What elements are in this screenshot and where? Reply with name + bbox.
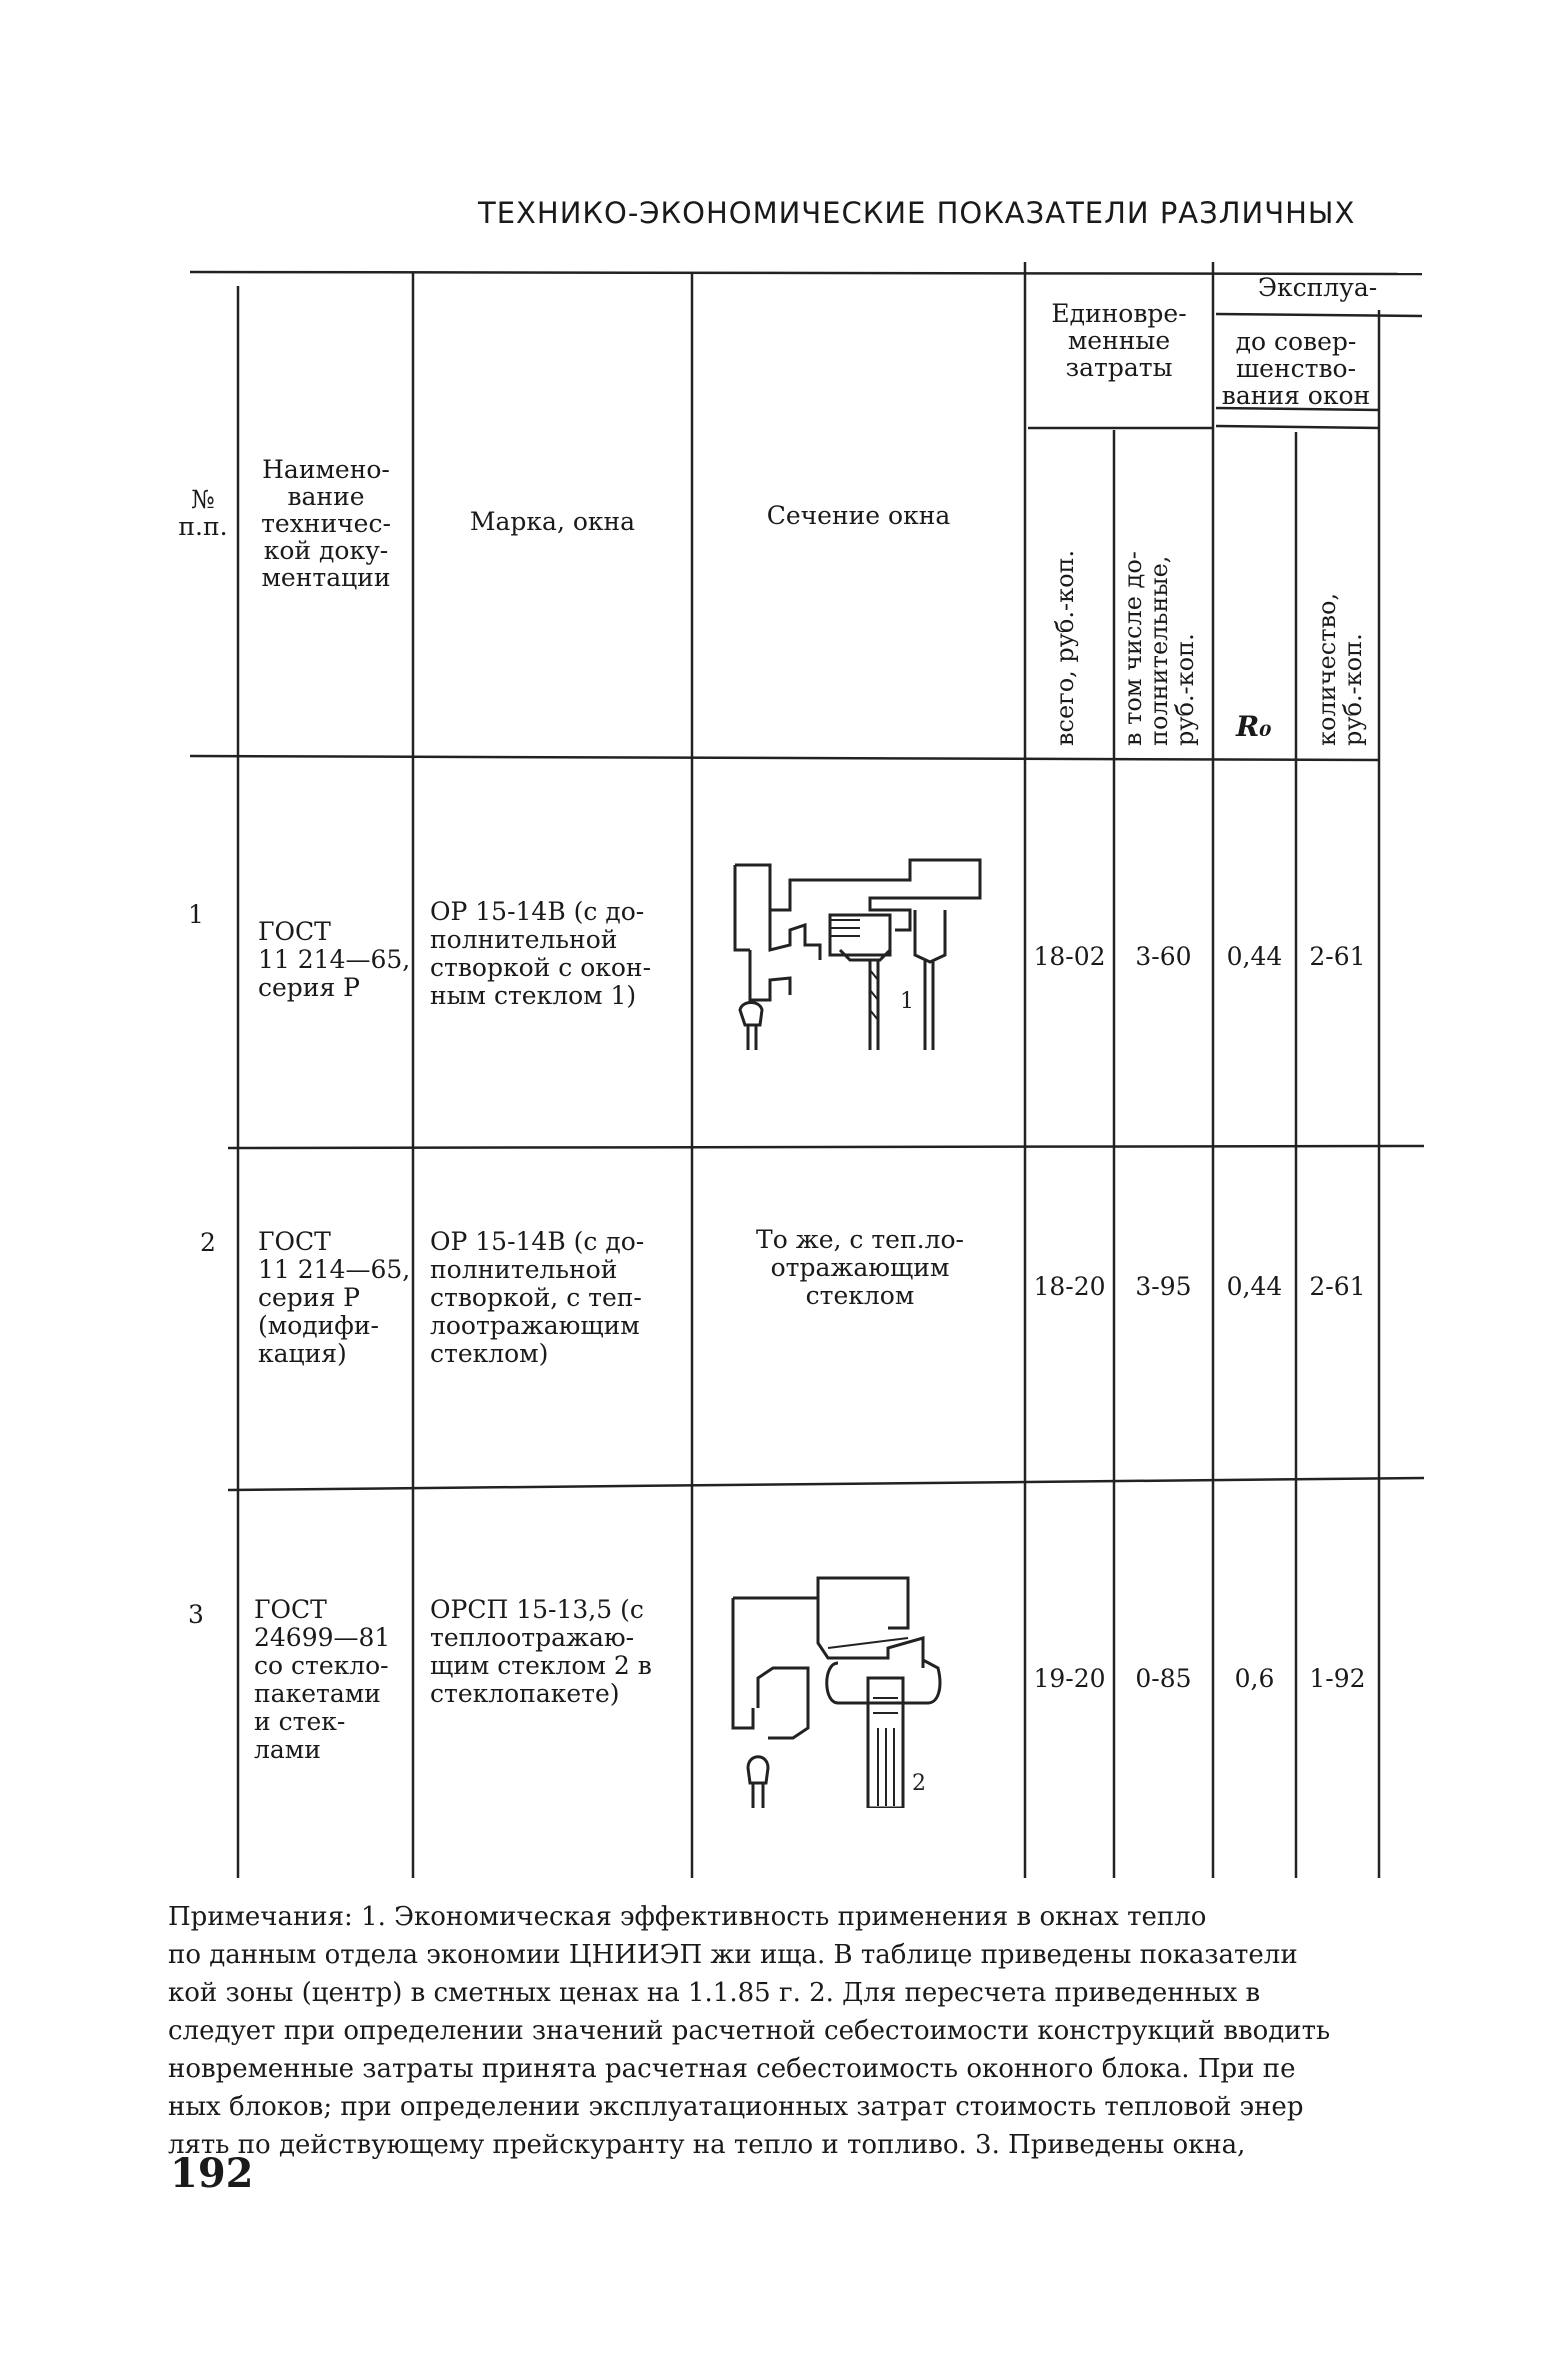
header-r0: R₀ bbox=[1236, 710, 1272, 743]
row2-doc: ГОСТ 11 214—65, серия Р (модифи- кация) bbox=[258, 1227, 411, 1368]
row3-total: 19-20 bbox=[1033, 1664, 1106, 1693]
row1-qty: 2-61 bbox=[1309, 942, 1366, 971]
header-qty: количество, руб.-коп. bbox=[1313, 592, 1367, 746]
row3-doc: ГОСТ 24699—81 со стекло- пакетами и стек- лами bbox=[254, 1595, 391, 1764]
note-line: новременные затраты принята расчетная себестоимость оконного блока. При пе bbox=[168, 2054, 1296, 2084]
row3-extra: 0-85 bbox=[1135, 1664, 1192, 1693]
row2-mark: ОР 15-14В (с до- полнительной створкой, с теп- лоотражающим стеклом) bbox=[430, 1227, 645, 1368]
note-line: лять по действующему прейскуранту на тепло и топливо. 3. Приведены окна, bbox=[168, 2130, 1246, 2160]
row2-num: 2 bbox=[200, 1228, 216, 1257]
row3-r0: 0,6 bbox=[1234, 1664, 1275, 1693]
row3-num: 3 bbox=[188, 1600, 204, 1629]
row3-section-label: 2 bbox=[912, 1771, 926, 1796]
row1-num: 1 bbox=[188, 900, 204, 929]
row3-mark: ОРСП 15-13,5 (с теплоотражаю- щим стеклом 2 в стеклопакете) bbox=[430, 1595, 652, 1708]
header-doc: Наимено- вание техничес- кой доку- ментации bbox=[261, 455, 391, 592]
header-onetime: Единовре- менные затраты bbox=[1051, 299, 1187, 382]
row1-extra: 3-60 bbox=[1135, 942, 1192, 971]
row1-section-drawing bbox=[730, 850, 990, 1060]
page-number: 192 bbox=[170, 2150, 254, 2197]
header-onetime-extra: в том числе до- полнительные, руб.-коп. bbox=[1119, 551, 1199, 746]
header-mark: Марка, окна bbox=[469, 507, 636, 536]
header-onetime-total: всего, руб.-коп. bbox=[1051, 549, 1079, 746]
note-line: кой зоны (центр) в сметных ценах на 1.1.85 г. 2. Для пересчета приведенных в bbox=[168, 1978, 1261, 2008]
row1-mark: ОР 15-14В (с до- полнительной створкой с окон- ным стеклом 1) bbox=[430, 897, 652, 1010]
header-exploit: Эксплуа- bbox=[1257, 273, 1378, 302]
note-line: Примечания: 1. Экономическая эффективность применения в окнах тепло bbox=[168, 1902, 1207, 1932]
row1-r0: 0,44 bbox=[1226, 942, 1283, 971]
header-num: № п.п. bbox=[178, 485, 228, 541]
note-line: по данным отдела экономии ЦНИИЭП жи ища. В таблице приведены показатели bbox=[168, 1940, 1298, 1970]
row3-section-drawing bbox=[728, 1568, 988, 1808]
row2-section: То же, с теп.ло- отражающим стеклом bbox=[756, 1225, 964, 1310]
notes bbox=[168, 1898, 1378, 2164]
page-title: ТЕХНИКО-ЭКОНОМИЧЕСКИЕ ПОКАЗАТЕЛИ РАЗЛИЧНЫХ bbox=[478, 196, 1356, 230]
row1-total: 18-02 bbox=[1033, 942, 1106, 971]
row2-extra: 3-95 bbox=[1135, 1272, 1192, 1301]
row1-section-label: 1 bbox=[900, 989, 914, 1014]
header-before: до совер- шенство- вания окон bbox=[1221, 327, 1371, 410]
row1-doc: ГОСТ 11 214—65, серия Р bbox=[258, 917, 411, 1002]
row3-qty: 1-92 bbox=[1309, 1664, 1366, 1693]
row2-qty: 2-61 bbox=[1309, 1272, 1366, 1301]
note-line: следует при определении значений расчетной себестоимости конструкций вводить bbox=[168, 2016, 1331, 2046]
row2-r0: 0,44 bbox=[1226, 1272, 1283, 1301]
note-line: ных блоков; при определении эксплуатационных затрат стоимость тепловой энер bbox=[168, 2092, 1304, 2122]
header-section: Сечение окна bbox=[766, 501, 951, 530]
row2-total: 18-20 bbox=[1033, 1272, 1106, 1301]
